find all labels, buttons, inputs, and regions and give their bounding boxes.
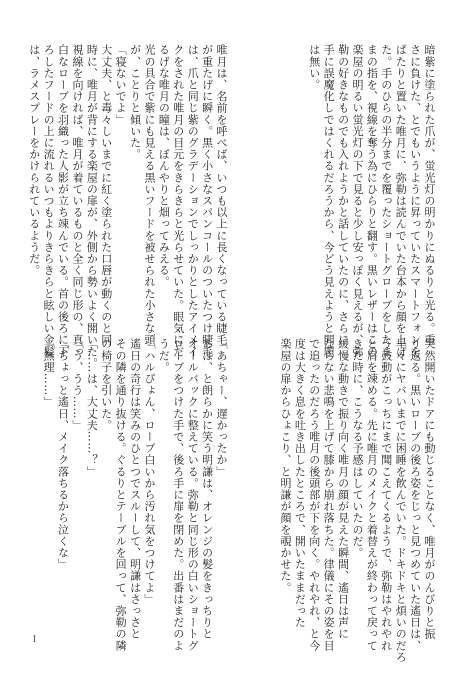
text-block-upper-right <box>240 44 436 358</box>
text-line: 楽屋の扉からひょこり、と明謙が顔を覗かせた。 <box>278 338 292 594</box>
text-line: クをされた唯月の目元をきらきらと光らせていた。眼気にだ <box>171 44 185 358</box>
text-line: 勒の好きなものでも入れようかと話していたのに、さらに <box>336 44 350 346</box>
text-line: で追ったのだろう唯月の後頭部が下を向く。やれやれ、と今 <box>307 338 321 652</box>
text-line: 「ハルぴょん、ローブ白いから汚れ気をつけてよ」 <box>142 338 156 605</box>
text-line: うだ。 <box>157 338 171 373</box>
text-line: 光の具合で紫にも見える黒いフードを被せられた小さな頭 <box>142 44 156 346</box>
text-line: まの指を、視線を奪う為にひらりと翻す。黒いレザーはこの <box>365 44 379 358</box>
text-line: 時に、唯月が背にする楽屋の扉が、外側から勢いよく開いた。 <box>85 44 99 369</box>
text-line: きた時に、こうなる予感はしていたのだ。 <box>350 338 364 559</box>
text-line: オールバックに整えている。弥勒と同じ形の白いショートグ <box>186 338 200 652</box>
text-line: 視線を向ければ、唯月が着ているものと全く同じ形の、真っ <box>70 44 84 358</box>
text-line: は、ラメスプレーをかけられているようだ。 <box>27 44 41 276</box>
text-line: が、ことりと傾いた。 <box>128 44 142 160</box>
text-block-upper-left <box>27 44 228 369</box>
text-line: その隣を通り抜ける。ぐるりとテーブルを回って、弥勒の隣 <box>114 338 128 652</box>
text-line: さに負けた、とでもいうように昇っていたスマートフォンを <box>408 44 422 358</box>
text-block-lower-right <box>240 338 436 663</box>
text-line: ローブをつけた手で、後ろ手に扉を閉めた。出番はまだのよ <box>171 338 185 652</box>
text-line: 唯月は、名前を呼べば、いつも以上に長くなっている睫毛 <box>215 44 228 346</box>
text-line: 白なローブを羽織った人影が立ち竦んでいる。首の後ろに下 <box>56 44 70 358</box>
text-line: は無い。 <box>307 44 321 91</box>
text-line: ならない悲鳴を上げて膝から崩れ落ちた。律儀にその姿を目 <box>322 338 336 652</box>
text-line: 「ちょっと遙日、メイク落ちるから泣くな」 <box>56 338 70 570</box>
text-line: 緩慢な動きで振り向く唯月の顔が見えた瞬間、遙日は声に <box>336 338 350 640</box>
text-line: 手に誤魔化しではくれるだろうから、今どう見えようと問題 <box>322 44 336 358</box>
text-block-lower-left <box>32 338 228 652</box>
text-line: う鼓動がこっちにまで聞こえてくるようで、弥勒はやれやれ <box>379 338 393 652</box>
page-number: 1 <box>32 634 37 645</box>
text-line: 暗紫に塗られた爪が、蛍光灯の明かりにぬるりと光る。重 <box>423 44 436 346</box>
text-line: 「寝ないでよ」 <box>114 44 128 126</box>
text-line: 「あちゃー、遅かったか」 <box>215 338 228 478</box>
text-line: 早々にヤバいまでに困睡を飲んでいた。ドキドキと煩いのだろ <box>394 338 408 663</box>
text-line: が重たげに瞬く。黒く小さなスパンコールのついたつけ睫毛 <box>200 44 214 358</box>
text-line: 遙日の奇行は笑みのひとつでスルーして、明謙はさっさと <box>128 338 142 640</box>
text-line: の椅子を引いた。 <box>99 338 113 431</box>
text-line: ろしたフードの上に流れるいつもよりきらきらと眩しい金髪 <box>42 44 56 358</box>
text-line: るげな唯月の瞳は、ぼんやりと畑ってみえる。 <box>157 44 171 288</box>
text-line: た。手のひらの半分までを覆ったショートグローブをしたま <box>379 44 393 358</box>
text-line: 「無理……」 <box>42 338 56 408</box>
text-line: と肩を竦める。先に唯月のメイクと着替えが終わって戻って <box>365 338 379 652</box>
text-line: 度は大きく息を吐き出したところで、開いたままだった <box>293 338 307 628</box>
text-line: ぱたりと置いた唯月に、弥勒は読んでいた台本から顔を上げ <box>394 44 408 358</box>
text-line: り返る。黒いローブの後ろ姿をじっと見つめていた遙日は、 <box>408 338 422 652</box>
text-line: 大丈夫、と毒々しいまでに紅く塗られた口唇が動くのと同 <box>99 44 113 346</box>
text-line: 突然開いたドアにも動じることなく、唯月がのんびりと振 <box>423 338 436 640</box>
text-line: は、爪と同じ紫のグラデーションでしっかりとしたアイメイ <box>186 44 200 358</box>
text-line: 「……は、大丈夫……？」 <box>85 338 99 478</box>
text-line: あは、と朗らかに笑う明謙は、オレンジの髪をきっちりと <box>200 338 214 640</box>
text-line: 「う、うう……」 <box>70 338 84 431</box>
text-line: 楽屋の明るい蛍光灯の下で見ると少し安っぽく見えるが、弥 <box>350 44 364 358</box>
